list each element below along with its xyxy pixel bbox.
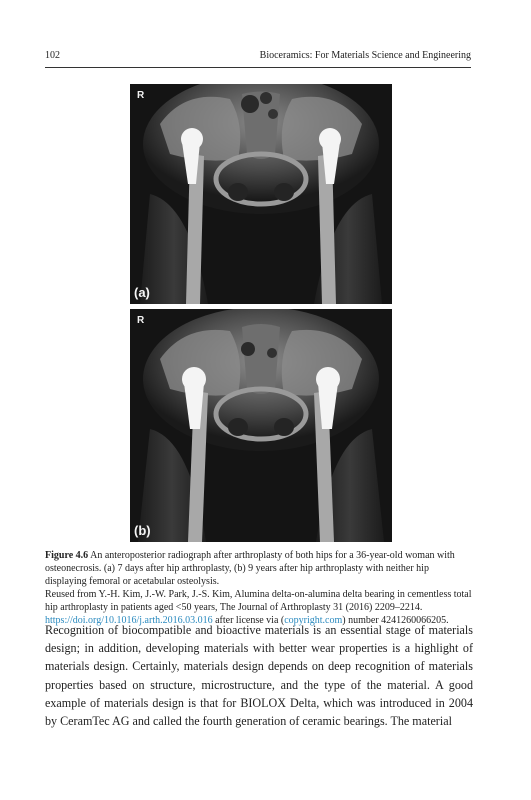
figure-label: Figure 4.6: [45, 550, 89, 561]
radiograph-side-marker-b: R: [137, 315, 145, 326]
radiograph-panel-a: [130, 84, 392, 304]
panel-label-b: (b): [134, 523, 151, 538]
running-head: [45, 50, 471, 64]
body-paragraph: Recognition of biocompatible and bioactive materials is an essential stage of materials design; in addition, developing materials with better wear properties is a highlight of materials design. Certainly, materials design depends on deep recognition of materials properties based on structure, microstructure, and the type of the material. A good example of materials design is that for BIOLOX Delta, which was introduced in 2004 by CeramTec AG and called the fourth generation of ceramic bearings. The material: [45, 623, 473, 729]
figure-caption: [45, 549, 473, 627]
header-rule: [45, 67, 471, 68]
license-number: ) number 4241260066205.: [342, 615, 449, 626]
copyright-link[interactable]: copyright.com: [284, 615, 343, 626]
caption-description: [45, 549, 473, 588]
radiograph-side-marker-a: R: [137, 90, 145, 101]
radiograph-image-a: [130, 84, 392, 304]
running-title: Bioceramics: For Materials Science and Engineering: [259, 50, 471, 61]
panel-label-a: (a): [134, 285, 150, 300]
radiograph-image-b: [130, 309, 392, 542]
body-text: [45, 621, 473, 730]
page-number: 102: [45, 50, 60, 61]
doi-link[interactable]: https://doi.org/10.1016/j.arth.2016.03.016: [45, 615, 213, 626]
caption-text: An anteroposterior radiograph after arthroplasty of both hips for a 36-year-old woman with osteonecrosis. (a) 7 days after hip arthroplasty, (b) 9 years after hip arthroplasty with neither hip displaying femoral or acetabular osteolysis.: [45, 550, 455, 587]
caption-source-text: Reused from Y.-H. Kim, J.-W. Park, J.-S. Kim, Alumina delta-on-alumina delta bearing in cementless total hip arthroplasty in patients aged <50 years, The Journal of Arthroplasty 31 (2016) 2209–2214.: [45, 589, 472, 613]
radiograph-panel-b: [130, 309, 392, 542]
license-text: after license via (: [215, 615, 285, 626]
